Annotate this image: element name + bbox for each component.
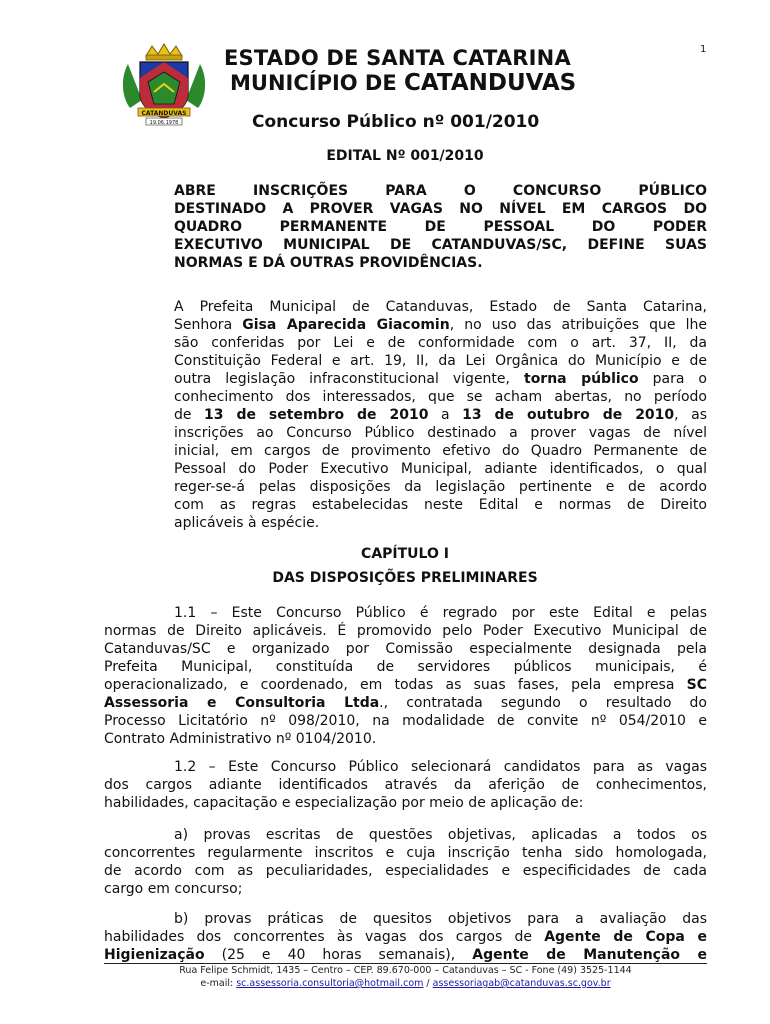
end-date: 13 de outubro de 2010 — [462, 407, 675, 423]
start-date: 13 de setembro de 2010 — [204, 407, 429, 423]
footer-email: e-mail: sc.assessoria.consultoria@hotmail.com / assessoriagab@catanduvas.sc.gov.br — [200, 978, 611, 989]
footer-address: Rua Felipe Schmidt, 1435 – Centro – CEP. 89.670-000 – Catanduvas – SC - Fone (49) 3525-1144 — [179, 965, 632, 976]
ementa-line: NORMAS E DÁ OUTRAS PROVIDÊNCIAS. — [174, 255, 483, 271]
text-line: Prefeita Municipal, constituída de servidores públicos municipais, é — [104, 659, 707, 675]
text-line: inscrições ao Concurso Público destinado a prover vagas de nível — [174, 425, 707, 441]
ementa-line: EXECUTIVO MUNICIPAL DE CATANDUVAS/SC, DEFINE SUAS — [174, 237, 707, 253]
mayor-name: Gisa Aparecida Giacomin — [242, 317, 450, 333]
text-line: habilidades dos concorrentes às vagas dos cargos de Agente de Copa e — [104, 929, 707, 945]
company-name: Assessoria e Consultoria Ltda — [104, 695, 380, 711]
municipal-crest-icon — [118, 42, 210, 130]
crest-date: 19.06.1978 — [149, 120, 179, 126]
text-line: normas de Direito aplicáveis. É promovido pelo Poder Executivo Municipal de — [104, 623, 707, 639]
text-line: Pessoal do Poder Executivo Municipal, adiante identificados, o qual — [174, 461, 707, 477]
text-line: cargo em concurso; — [104, 881, 243, 897]
text-line: A Prefeita Municipal de Catanduvas, Estado de Santa Catarina, — [174, 299, 707, 315]
text-line: são conferidas por Lei e de conformidade com o art. 37, II, da — [174, 335, 707, 351]
ementa-line: ABRE INSCRIÇÕES PARA O CONCURSO PÚBLICO — [174, 183, 707, 199]
text-line: com as regras estabelecidas neste Edital e normas de Direito — [174, 497, 707, 513]
text-line: Higienização (25 e 40 horas semanais), Agente de Manutenção e — [104, 947, 707, 963]
text-line: b) provas práticas de quesitos objetivos para a avaliação das — [174, 911, 707, 927]
intro-paragraph — [174, 298, 707, 532]
text-line: dos cargos adiante identificados através da aferição de conhecimentos, — [104, 777, 707, 793]
ementa-block — [174, 182, 707, 272]
ementa-line: QUADRO PERMANENTE DE PESSOAL DO PODER — [174, 219, 707, 235]
header-city: CATANDUVAS — [404, 70, 577, 96]
text-line: 1.1 – Este Concurso Público é regrado por este Edital e pelas — [174, 605, 707, 621]
footer-divider — [104, 963, 707, 964]
text-line: de acordo com as peculiaridades, especialidades e especificidades de cada — [104, 863, 707, 879]
text-line: Contrato Administrativo nº 0104/2010. — [104, 731, 377, 747]
text-line: Catanduvas/SC e organizado por Comissão especialmente designada pela — [104, 641, 707, 657]
text-line: habilidades, capacitação e especialização por meio de aplicação de: — [104, 795, 584, 811]
header-state: ESTADO DE SANTA CATARINA — [224, 46, 571, 70]
text-line: Senhora Gisa Aparecida Giacomin, no uso das atribuições que lhe — [174, 317, 707, 333]
edital-title: EDITAL Nº 001/2010 — [326, 148, 484, 164]
paragraph-1-2 — [104, 758, 707, 812]
text-line: Assessoria e Consultoria Ltda., contratada segundo o resultado do — [104, 695, 707, 711]
text-line: reger-se-á pelas disposições da legislação pertinente e de acordo — [174, 479, 707, 495]
text-line: Constituição Federal e art. 19, II, da Lei Orgânica do Município e de — [174, 353, 707, 369]
text-line: operacionalizado, e coordenado, em todas as suas fases, pela empresa SC — [104, 677, 707, 693]
text-line: outra legislação infraconstitucional vigente, torna público para o — [174, 371, 707, 387]
text-line: de 13 de setembro de 2010 a 13 de outubro de 2010, as — [174, 407, 708, 423]
text-line: a) provas escritas de questões objetivas, aplicadas a todos os — [174, 827, 707, 843]
email-link-sc[interactable]: sc.assessoria.consultoria@hotmail.com — [236, 978, 424, 989]
email-link-gab[interactable]: assessoriagab@catanduvas.sc.gov.br — [432, 978, 611, 989]
paragraph-1-1 — [104, 604, 707, 748]
ementa-line: DESTINADO A PROVER VAGAS NO NÍVEL EM CARGOS DO — [174, 201, 707, 217]
text-line: conhecimento dos interessados, que se acham abertas, no período — [174, 389, 707, 405]
crest-name: CATANDUVAS — [141, 110, 187, 117]
paragraph-a — [104, 826, 707, 898]
text-line: 1.2 – Este Concurso Público selecionará candidatos para as vagas — [174, 759, 707, 775]
text-line: inicial, em cargos de provimento efetivo do Quadro Permanente de — [174, 443, 707, 459]
chapter-number: CAPÍTULO I — [361, 546, 449, 562]
header-municipality — [230, 70, 576, 96]
header-municipality-prefix: MUNICÍPIO DE — [230, 71, 397, 95]
text-line: concorrentes regularmente inscritos e cuja inscrição tenha sido homologada, — [104, 845, 707, 861]
chapter-title: DAS DISPOSIÇÕES PRELIMINARES — [272, 570, 538, 586]
page-number: 1 — [700, 44, 707, 55]
paragraph-b — [104, 910, 707, 964]
text-line: Processo Licitatório nº 098/2010, na modalidade de convite nº 054/2010 e — [104, 713, 707, 729]
header-subtitle: Concurso Público nº 001/2010 — [252, 112, 540, 132]
text-line: aplicáveis à espécie. — [174, 515, 320, 531]
